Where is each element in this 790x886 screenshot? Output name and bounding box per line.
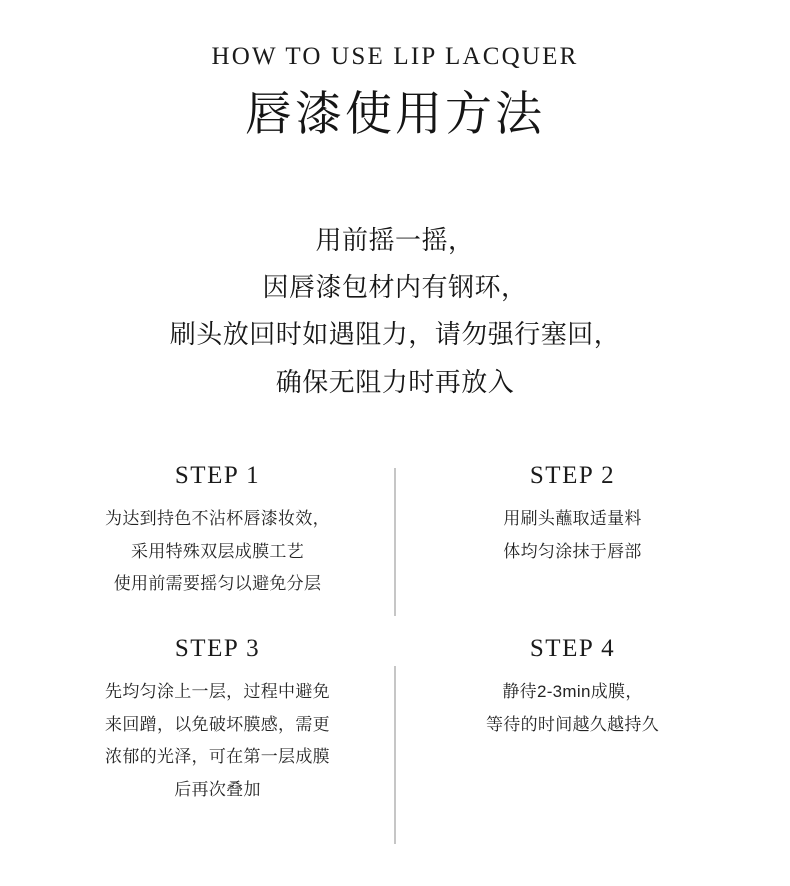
page-title-english: HOW TO USE LIP LACQUER — [211, 43, 579, 70]
intro-line-1: 用前摇一摇， — [315, 224, 475, 255]
step-body-2 — [409, 503, 736, 568]
intro-line-3: 刷头放回时如遇阻力，请勿强行塞回， — [169, 319, 621, 350]
step-item-3 — [40, 635, 395, 807]
step-2-line-2: 体均匀涂抹于唇部 — [503, 541, 642, 561]
step-4-line-2: 等待的时间越久越持久 — [486, 714, 659, 734]
step-item-2 — [395, 462, 750, 601]
step-3-line-1: 先均匀涂上一层，过程中避免 — [105, 681, 330, 701]
step-item-1 — [40, 462, 395, 601]
step-3-line-3: 浓郁的光泽，可在第一层成膜 — [105, 747, 330, 767]
step-title-1: STEP 1 — [174, 462, 261, 489]
column-divider-top — [395, 468, 396, 616]
intro-line-4: 确保无阻力时再放入 — [275, 366, 515, 397]
step-body-1 — [54, 503, 381, 601]
step-2-line-1: 用刷头蘸取适量料 — [503, 509, 642, 528]
step-title-2: STEP 2 — [529, 462, 616, 489]
step-title-4: STEP 4 — [529, 634, 616, 662]
step-4-line-1: 静待2-3min成膜， — [502, 681, 643, 701]
steps-grid — [0, 462, 790, 806]
step-1-line-2: 采用特殊双层成膜工艺 — [131, 541, 304, 561]
intro-line-2: 因唇漆包材内有钢环， — [262, 272, 528, 303]
step-3-line-4: 后再次叠加 — [174, 779, 261, 799]
step-3-line-2: 来回蹭，以免破坏膜感，需更 — [105, 714, 330, 734]
page-header — [0, 0, 790, 145]
column-divider-bottom — [395, 666, 396, 844]
step-1-line-1: 为达到持色不沾杯唇漆妆效， — [105, 509, 330, 528]
step-title-3: STEP 3 — [174, 634, 261, 662]
step-body-4 — [409, 676, 736, 741]
step-body-3 — [54, 676, 381, 807]
page-title-chinese: 唇漆使用方法 — [245, 89, 545, 141]
step-item-4 — [395, 635, 750, 807]
step-1-line-3: 使用前需要摇匀以避免分层 — [113, 574, 322, 594]
intro-notice — [0, 217, 790, 406]
